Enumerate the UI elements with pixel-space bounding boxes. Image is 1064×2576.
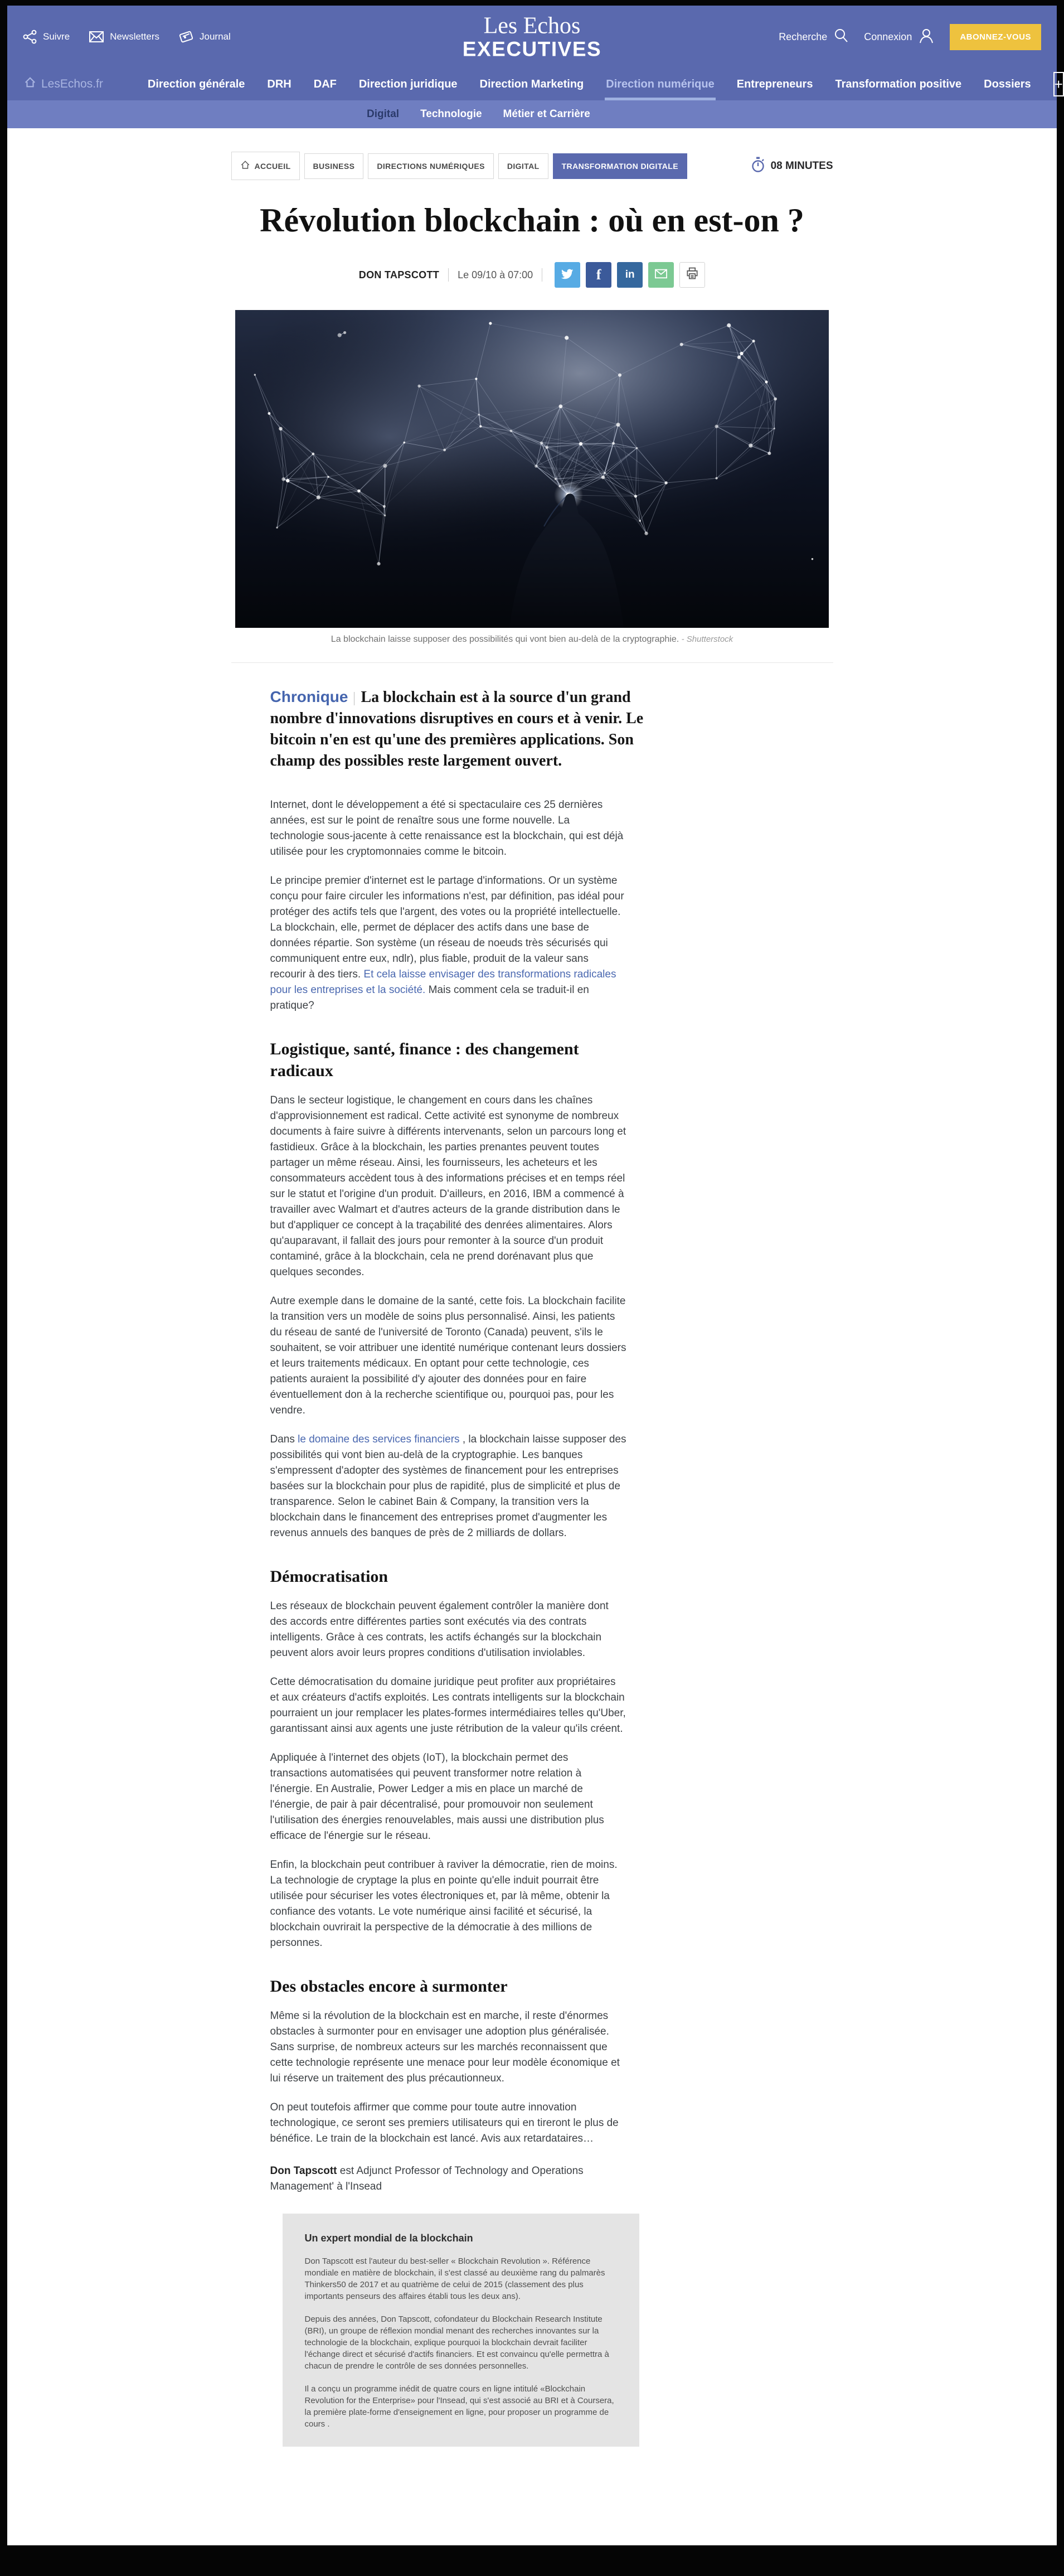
header [7,6,1057,68]
paragraph: Dans le secteur logistique, le changement en cours dans les chaînes d'approvisionnement est radical. Cette activité est synonyme de nombreux documents à faire suivre à différents intervenants, selon un parcours long et fastidieux. Grâce à la blockchain, les parties prenantes peuvent toutes partager un même réseau. Ainsi, les fournisseurs, les acheteurs et les consommateurs accèdent tous à des informations précises et en temps réel sur le statut et l'origine d'un produit. D'ailleurs, en 2016, IBM a commencé à travailler avec Walmart et d'autres acteurs de la grande distribution dans le but d'appliquer ce concept à la traçabilité des denrées alimentaires. Alors qu'auparavant, il fallait des jours pour remonter à la source d'un produit contaminé, grâce à la blockchain, cela ne prend dorénavant plus que quelques secondes. [270,1095,626,1278]
paragraph: Appliquée à l'internet des objets (IoT), la blockchain permet des transactions automatisées qui peuvent transformer notre relation à l'énergie. En Australie, Power Ledger a mis en place un marché de l'énergie, de pair à pair décentralisé, pour promouvoir non seulement l'utilisation des énergies renouvelables, mais aussi une distribution plus efficace de l'énergie sur le réseau. [270,1752,604,1842]
nav-daf[interactable]: DAF [313,78,337,90]
email-share-button[interactable] [648,262,674,288]
reading-time [750,156,833,176]
lesechos-executives-logo[interactable] [463,14,601,60]
login-label: Connexion [864,31,912,42]
paragraph: Internet, dont le développement a été si spectaculaire ces 25 dernières années, est sur le point de renaître sous une forme nouvelle. La technologie sous-jacente à cette renaissance est la blockchain, qui est déjà utilisée pour les cryptomonnaies comme le bitcoin. [270,799,624,858]
breadcrumb-transformation-digitale[interactable]: TRANSFORMATION DIGITALE [553,153,687,179]
content-column [231,152,833,2447]
linkedin-icon: in [625,269,635,280]
article-body [270,772,627,2447]
paragraph: Enfin, la blockchain peut contribuer à raviver la démocratie, rien de moins. La technologie de cryptage la plus en pointe qu'elle induit pourrait être utilisée pour sécuriser les votes électroniques et, par là même, obtenir la confiance des votants. Le vote numérique ainsi facilité et sécurisé, la blockchain ouvrirait la perspective de la démocratie à des millions de personnes. [270,1859,618,1949]
paragraph [270,1432,627,1541]
page [7,6,1063,2545]
info-box-paragraph: Il a conçu un programme inédit de quatre cours en ligne intitulé «Blockchain Revolution for the Enterprise» pour l'Insead, qui s'est associé au BRI et à Coursera, la première plate-forme d'enseignement en ligne, pour proposer un programme de cours . [304,2384,614,2429]
paragraph: Autre exemple dans le domaine de la santé, cette fois. La blockchain facilite la transition vers un modèle de soins plus personnalisé. Ainsi, les patients du réseau de santé de l'université de Toronto (Canada) peuvent, s'ils le souhaitent, se voir attribuer une identité numérique contenant leurs dossiers et leurs traitements médicaux. En optant pour cette technologie, ces patients auraient la possibilité d'y ajouter des données pour en faire éventuellement don à la recherche scientifique ou, pourquoi pas, pour les vendre. [270,1295,626,1416]
journal-icon [178,30,194,44]
paragraph-text: , la blockchain laisse supposer des possibilités qui vont bien au-delà de la cryptographie. Les banques s'empressent d'adopter des systèmes de financement pour les entreprises basées sur la blockchain pour plus de rapidité, plus de simplicité et plus de transparence. Selon le cabinet Bain & Company, la transition vers la blockchain dans le financement des entreprises promet d'augmenter les revenus annuels des banques de près de 2 milliards de dollars. [270,1434,626,1539]
newsletters-button[interactable] [89,30,159,43]
divider [231,662,833,663]
article-intro [270,686,660,772]
byline [231,262,833,288]
info-box-title: Un expert mondial de la blockchain [304,2233,473,2244]
subnav-technologie[interactable]: Technologie [420,108,482,120]
logo-line2: EXECUTIVES [462,37,602,61]
reading-time-label: 08 MINUTES [770,159,833,172]
user-icon [917,27,935,47]
breadcrumb-directions-numeriques[interactable]: DIRECTIONS NUMÉRIQUES [368,153,494,179]
transformations-link[interactable]: Et cela laisse envisager des transformations radicales pour les entreprises et la société. [270,969,616,996]
author-note [270,2163,627,2195]
logo-line1: Les Echos [483,13,581,39]
mail-icon [654,268,668,283]
author-note-name: Don Tapscott [270,2165,337,2177]
search-icon [833,27,849,47]
breadcrumb-label: ACCUEIL [254,161,291,171]
quick-links [23,30,231,44]
nav-more-button[interactable]: + [1053,72,1064,96]
journal-label: Journal [200,31,231,42]
paragraph-text: Le principe premier d'internet est le partage d'informations. Or un système conçu pour faire circuler les informations n'est, par définition, pas idéal pour protéger des actifs tels que l'argent, des votes ou la propriété intellectuelle. La blockchain, elle, permet de déplacer des actifs dans une base de données répartie. Son système (un réseau de noeuds très sécurisés qui communiquent entre eux, ndlr), plus fiable, produit de la valeur sans recourir à des tiers. [270,875,624,980]
follow-button[interactable] [23,30,70,44]
breadcrumb [231,152,833,180]
follow-label: Suivre [43,31,70,42]
paragraph-text: Mais comment cela se traduit-il en pratique? [270,984,589,1011]
info-box-paragraph: Depuis des années, Don Tapscott, cofondateur du Blockchain Research Institute (BRI), un groupe de réflexion mondial menant des recherches innovantes sur la technologie de la blockchain, explique pourquoi la blockchain devrait faciliter l'échange direct et sécurisé d'actifs financiers. Et est convaincu qu'elle permettra à chacun de prendre le contrôle de ses données personnelles. [304,2314,609,2371]
linkedin-share-button[interactable] [617,262,643,288]
nav-direction-marketing[interactable]: Direction Marketing [479,78,584,90]
caption-text: La blockchain laisse supposer des possibilités qui vont bien au-delà de la cryptographie. [331,635,679,644]
twitter-icon [561,267,574,283]
paragraph: Cette démocratisation du domaine juridique peut profiter aux propriétaires et aux créateurs d'actifs exploités. Les contrats intelligents sur la blockchain pourraient un jour remplacer les plates-formes intermédiaires telles qu'Uber, garantissant ainsi aux agents une juste rétribution de la valeur qu'ils créent. [270,1676,626,1735]
nav-home-lesechos[interactable] [24,76,103,92]
search-label: Recherche [779,31,828,42]
paragraph-text: Dans [270,1434,298,1445]
hero-image [235,310,829,628]
sub-nav [7,100,1057,128]
nav-entrepreneurs[interactable]: Entrepreneurs [736,78,813,90]
paragraph: Les réseaux de blockchain peuvent également contrôler la manière dont des accords entre différentes parties sont exécutés via des contrats intelligents. Grâce à ces contrats, les actifs échangés sur la blockchain peuvent alors avoir leurs propres conditions d'utilisation inviolables. [270,1600,609,1659]
main-nav [7,68,1063,100]
envelope-icon [89,30,104,43]
header-right [779,24,1041,50]
paragraph [270,873,627,1014]
nav-dossiers[interactable]: Dossiers [984,78,1031,90]
search-button[interactable] [779,27,849,47]
author-name: DON TAPSCOTT [358,269,440,280]
intro-text: La blockchain est à la source d'un grand nombre d'innovations disruptives en cours et à venir. Le bitcoin n'en est qu'une des premières applications. Son champ des possibles reste largement ouvert. [270,689,644,769]
kicker-label: Chronique [270,688,348,705]
breadcrumb-accueil[interactable] [231,152,300,180]
article-title: Révolution blockchain : où en est-on ? [260,202,804,239]
image-caption [231,635,833,645]
section-heading-obstacles: Des obstacles encore à surmonter [270,1977,508,1996]
newsletters-label: Newsletters [110,31,159,42]
caption-credit: - Shutterstock [681,635,733,644]
login-button[interactable] [864,27,935,47]
social-share-row [555,262,705,288]
nav-direction-generale[interactable]: Direction générale [147,78,245,90]
nav-drh[interactable]: DRH [267,78,291,90]
breadcrumb-business[interactable]: BUSINESS [304,153,364,179]
subnav-digital[interactable]: Digital [367,108,400,120]
stopwatch-icon [750,156,766,176]
printer-icon [685,267,699,284]
breadcrumb-digital[interactable]: DIGITAL [498,153,548,179]
subnav-metier-carriere[interactable]: Métier et Carrière [503,108,590,120]
services-financiers-link[interactable]: le domaine des services financiers [298,1434,460,1445]
facebook-share-button[interactable] [586,262,611,288]
section-heading-logistique: Logistique, santé, finance : des changement radicaux [270,1040,579,1080]
author-note-text: est Adjunct Professor of Technology and Operations Management' à l'Insead [270,2165,584,2192]
share-icon [23,30,37,44]
facebook-icon: f [596,267,601,283]
section-heading-democratisation: Démocratisation [270,1567,388,1586]
paragraph: On peut toutefois affirmer que comme pour toute autre innovation technologique, ce seront ses premiers utilisateurs qui en tireront le plus de bénéfice. Le train de la blockchain est lancé. Avis aux retardataires… [270,2102,619,2144]
home-icon [24,76,36,92]
print-button[interactable] [679,262,705,288]
nav-direction-juridique[interactable]: Direction juridique [358,78,458,90]
twitter-share-button[interactable] [555,262,580,288]
nav-transformation-positive[interactable]: Transformation positive [835,78,962,90]
home-outline-icon [240,160,250,172]
nav-direction-numerique[interactable]: Direction numérique [606,78,715,90]
subscribe-button[interactable]: ABONNEZ-VOUS [950,24,1041,50]
journal-button[interactable] [178,30,231,44]
expert-info-box [283,2214,639,2447]
publish-date: Le 09/10 à 07:00 [458,269,533,280]
nav-home-label: LesEchos.fr [41,78,103,90]
paragraph: Même si la révolution de la blockchain est en marche, il reste d'énormes obstacles à surmonter pour en envisager une adoption plus généralisée. Sans surprise, de nombreux acteurs sur les marchés reconnaissent que cette technologie représente une menace pour leur modèle économique et lui réserve un traitement des plus précautionneux. [270,2010,620,2084]
info-box-paragraph: Don Tapscott est l'auteur du best-seller « Blockchain Revolution ». Référence mondiale en matière de blockchain, il s'est classé au deuxième rang du palmarès Thinkers50 de 2017 et au quatrième de celui de 2015 (classement des plus importants penseurs des affaires établi tous les deux ans). [304,2257,605,2301]
byline-separator [448,268,449,282]
